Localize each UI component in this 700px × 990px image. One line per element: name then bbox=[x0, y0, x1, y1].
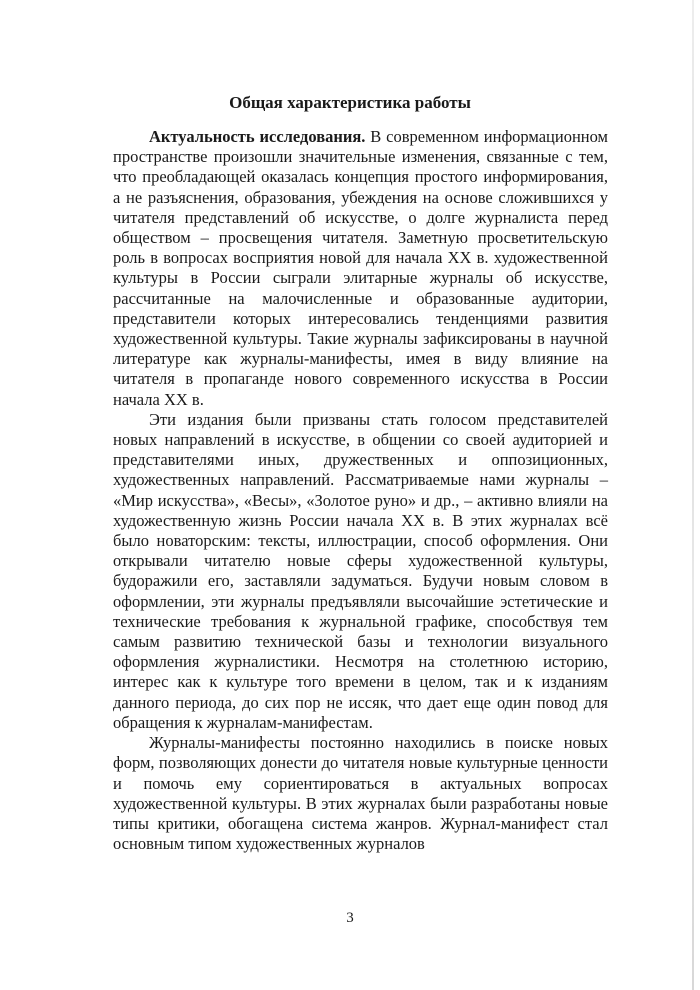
page-number: 3 bbox=[346, 910, 354, 926]
paragraph-text: В современном информационном пространстве произошли значительные изменения, связанные с тем, что преобладающей оказалась концепция простого информирования, а не разъяснения, образования, убеждения на основе сложившихся у читателя представлений об искусстве, о долге журналиста перед обществом – просвещения читателя. Заметную просветительскую роль в вопросах восприятия новой для начала XX в. художественной культуры в России сыграли элитарные журналы об искусстве, рассчитанные на малочисленные и образованные аудитории, представители которых интересовались тенденциями развития художественной культуры. Такие журналы зафиксированы в научной литературе как журналы-манифесты, имея в виду влияние на читателя в пропаганде нового современного искусства в России начала XX в. bbox=[113, 127, 608, 409]
paragraph-text: Эти издания были призваны стать голосом представителей новых направлений в искусстве, в общении со своей аудиторией и представителями иных, дружественных и оппозиционных, художественных направлений. Рассматриваемые нами журналы – «Мир искусства», «Весы», «Золотое руно» и др., – активно влияли на художественную жизнь России начала XX в. В этих журналах всё было новаторским: тексты, иллюстрации, способ оформления. Они открывали читателю новые сферы художественной культуры, будоражили его, заставляли задуматься. Будучи новым словом в оформлении, эти журналы предъявляли высочайшие эстетические и технические требования к журнальной графике, способствуя тем самым развитию технической базы и технологии визуального оформления журналистики. Несмотря на столетнюю историю, интерес как к культуре того времени в целом, так и к изданиям данного периода, до сих пор не иссяк, что дает еще один повод для обращения к журналам-манифестам. bbox=[113, 409, 608, 732]
paragraph-manifest-journals bbox=[113, 733, 608, 854]
scan-edge-shadow bbox=[692, 0, 694, 990]
paragraph-text: Журналы-манифесты постоянно находились в поиске новых форм, позволяющих донести до читателя новые культурные ценности и помочь ему сориентироваться в актуальных вопросах художественной культуры. В этих журналах были разработаны новые типы критики, обогащена система жанров. Журнал-манифест стал основным типом художественных журналов bbox=[113, 733, 608, 854]
body-text bbox=[113, 127, 608, 854]
section-title: Общая характеристика работы bbox=[229, 93, 471, 112]
paragraph-lead: Актуальность исследования. bbox=[149, 127, 366, 146]
paragraph-relevance bbox=[113, 127, 608, 410]
paragraph-editions bbox=[113, 410, 608, 733]
